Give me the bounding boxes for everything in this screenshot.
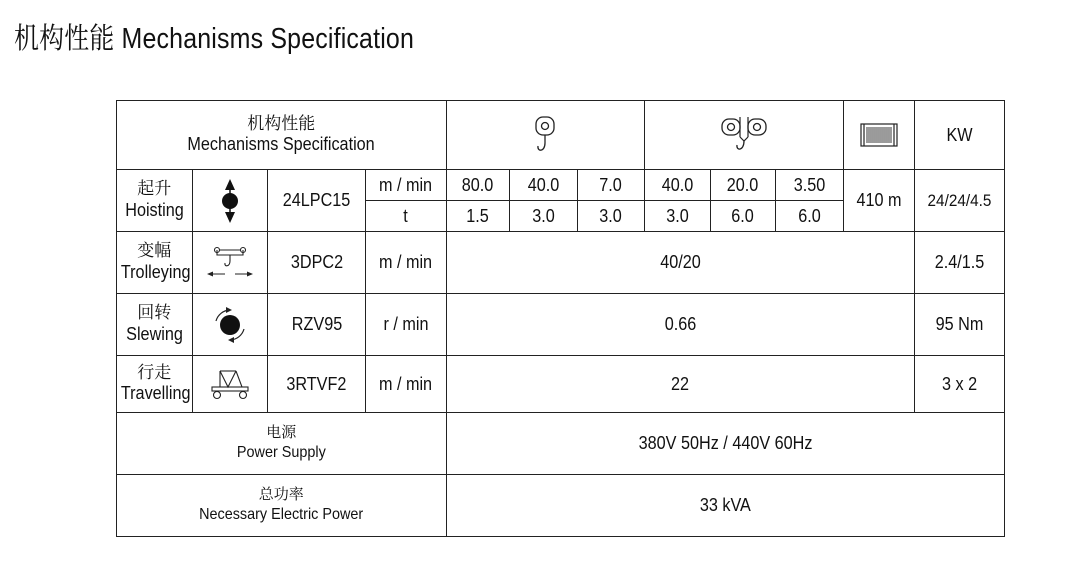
travelling-power: 3 x 2	[915, 356, 1005, 413]
hoisting-load-3: 3.0	[577, 201, 645, 232]
slewing-model: RZV95	[268, 294, 366, 356]
travelling-model: 3RTVF2	[268, 356, 366, 413]
hoisting-load-5: 6.0	[710, 201, 776, 232]
travelling-icon	[208, 367, 252, 401]
slewing-unit: r / min	[365, 294, 446, 356]
hoisting-icon-cell	[192, 170, 268, 232]
slewing-value: 0.66	[446, 294, 915, 356]
trolleying-value: 40/20	[446, 232, 915, 294]
hoisting-speed-4: 40.0	[645, 170, 711, 201]
hoisting-load-6: 6.0	[776, 201, 844, 232]
twin-hook-cell	[645, 101, 844, 170]
trolleying-power: 2.4/1.5	[915, 232, 1005, 294]
hoisting-load-2: 3.0	[510, 201, 578, 232]
twin-hook-icon	[720, 115, 768, 155]
hoisting-speed-6: 3.50	[776, 170, 844, 201]
electric-power-value: 33 kVA	[446, 475, 1004, 537]
travelling-value: 22	[446, 356, 915, 413]
electric-power-row	[117, 475, 1005, 537]
power-supply-label: 电源 Power Supply	[117, 413, 447, 475]
trolley-icon	[205, 246, 255, 280]
electric-power-label: 总功率 Necessary Electric Power	[117, 475, 447, 537]
hoisting-model: 24LPC15	[268, 170, 366, 232]
slewing-label: 回转 Slewing	[117, 294, 193, 356]
up-down-arrow-icon	[220, 178, 240, 224]
trolleying-row	[117, 232, 1005, 294]
travelling-label: 行走 Travelling	[117, 356, 193, 413]
slewing-icon-cell	[192, 294, 268, 356]
mechanisms-spec-table	[116, 100, 1005, 537]
hoisting-speed-2: 40.0	[510, 170, 578, 201]
hoisting-speed-1: 80.0	[446, 170, 509, 201]
hoisting-speed-unit: m / min	[365, 170, 446, 201]
hoisting-load-unit: t	[365, 201, 446, 232]
hoisting-speed-3: 7.0	[577, 170, 645, 201]
trolleying-icon-cell	[192, 232, 268, 294]
power-supply-row	[117, 413, 1005, 475]
slewing-power: 95 Nm	[915, 294, 1005, 356]
hoisting-load-1: 1.5	[446, 201, 509, 232]
hoisting-rope: 410 m	[843, 170, 915, 232]
rope-drum-icon	[860, 123, 898, 147]
page-title: 机构性能 Mechanisms Specification	[14, 23, 415, 55]
header-row	[117, 101, 1005, 170]
trolleying-label: 变幅 Trolleying	[117, 232, 193, 294]
hoisting-speed-5: 20.0	[710, 170, 776, 201]
slewing-row	[117, 294, 1005, 356]
hoisting-load-4: 3.0	[645, 201, 711, 232]
power-unit-header: KW	[915, 101, 1005, 170]
drum-cell	[843, 101, 915, 170]
trolleying-unit: m / min	[365, 232, 446, 294]
travelling-unit: m / min	[365, 356, 446, 413]
single-hook-icon	[533, 115, 557, 155]
hoisting-label: 起升 Hoisting	[117, 170, 193, 232]
hoisting-power: 24/24/4.5	[915, 170, 1005, 232]
travelling-row	[117, 356, 1005, 413]
header-spec-cell	[117, 101, 447, 170]
power-supply-value: 380V 50Hz / 440V 60Hz	[446, 413, 1004, 475]
travelling-icon-cell	[192, 356, 268, 413]
header-spec-en: Mechanisms Specification	[187, 134, 375, 155]
hoisting-row	[117, 170, 1005, 201]
header-spec-cn: 机构性能	[247, 113, 316, 134]
single-hook-cell	[446, 101, 645, 170]
trolleying-model: 3DPC2	[268, 232, 366, 294]
slewing-icon	[208, 305, 252, 345]
